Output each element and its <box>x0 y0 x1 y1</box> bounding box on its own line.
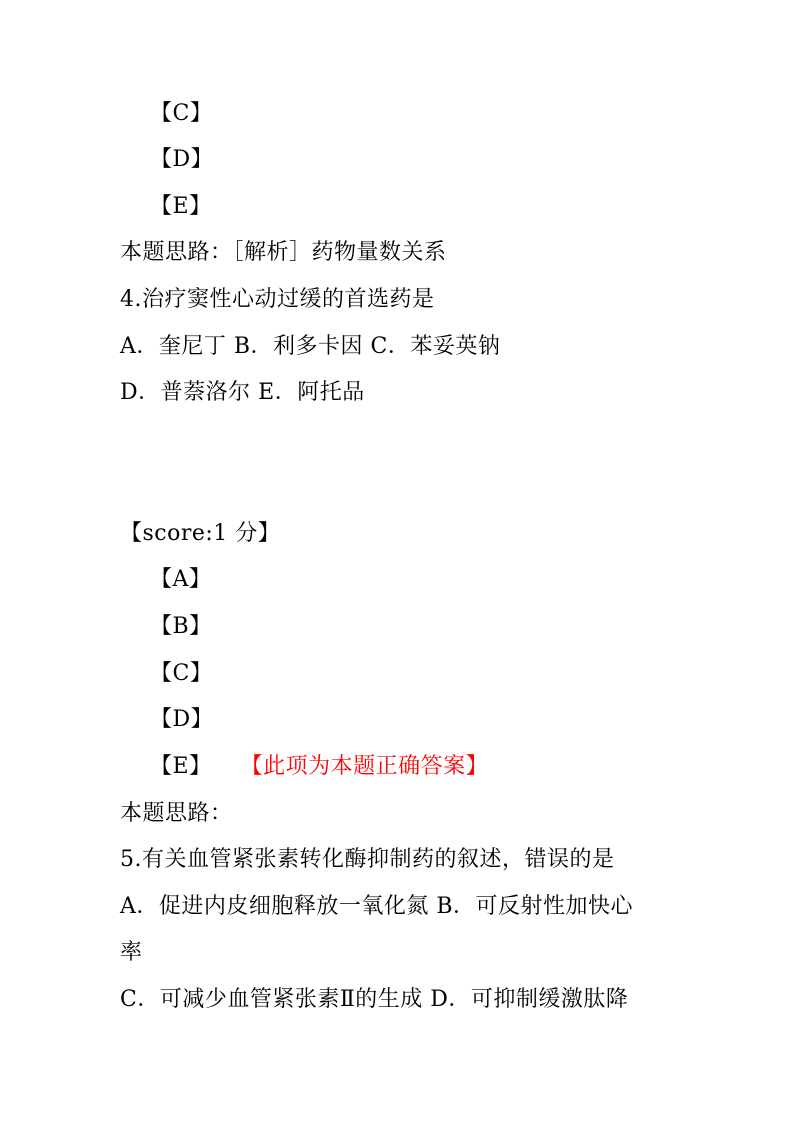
question-choices: A．促进内皮细胞释放一氧化氮 B．可反射性加快心 <box>120 894 634 919</box>
option-e: 【E】 <box>150 754 212 779</box>
score-label: 【score:1 分】 <box>120 521 281 546</box>
explanation: 本题思路：［解析］药物量数关系 <box>120 240 447 265</box>
correct-answer-marker: 【此项为本题正确答案】 <box>251 754 489 779</box>
question-choices: D．普萘洛尔 E．阿托品 <box>120 380 365 405</box>
option-b: 【B】 <box>150 614 212 639</box>
option-d: 【D】 <box>150 147 214 172</box>
question-stem: 5.有关血管紧张素转化酶抑制药的叙述，错误的是 <box>120 847 615 872</box>
option-e-row <box>150 753 488 781</box>
explanation: 本题思路： <box>120 801 233 826</box>
question-choices: A．奎尼丁 B．利多卡因 C．苯妥英钠 <box>120 334 501 359</box>
option-e: 【E】 <box>150 194 212 219</box>
option-a: 【A】 <box>150 567 212 592</box>
option-c: 【C】 <box>150 661 213 686</box>
question-stem: 4.治疗窦性心动过缓的首选药是 <box>120 287 435 312</box>
option-c: 【C】 <box>150 101 213 126</box>
question-choices-wrap: 率 <box>120 940 143 965</box>
question-choices: C．可减少血管紧张素Ⅱ的生成 D．可抑制缓激肽降 <box>120 987 629 1012</box>
option-d: 【D】 <box>150 707 214 732</box>
